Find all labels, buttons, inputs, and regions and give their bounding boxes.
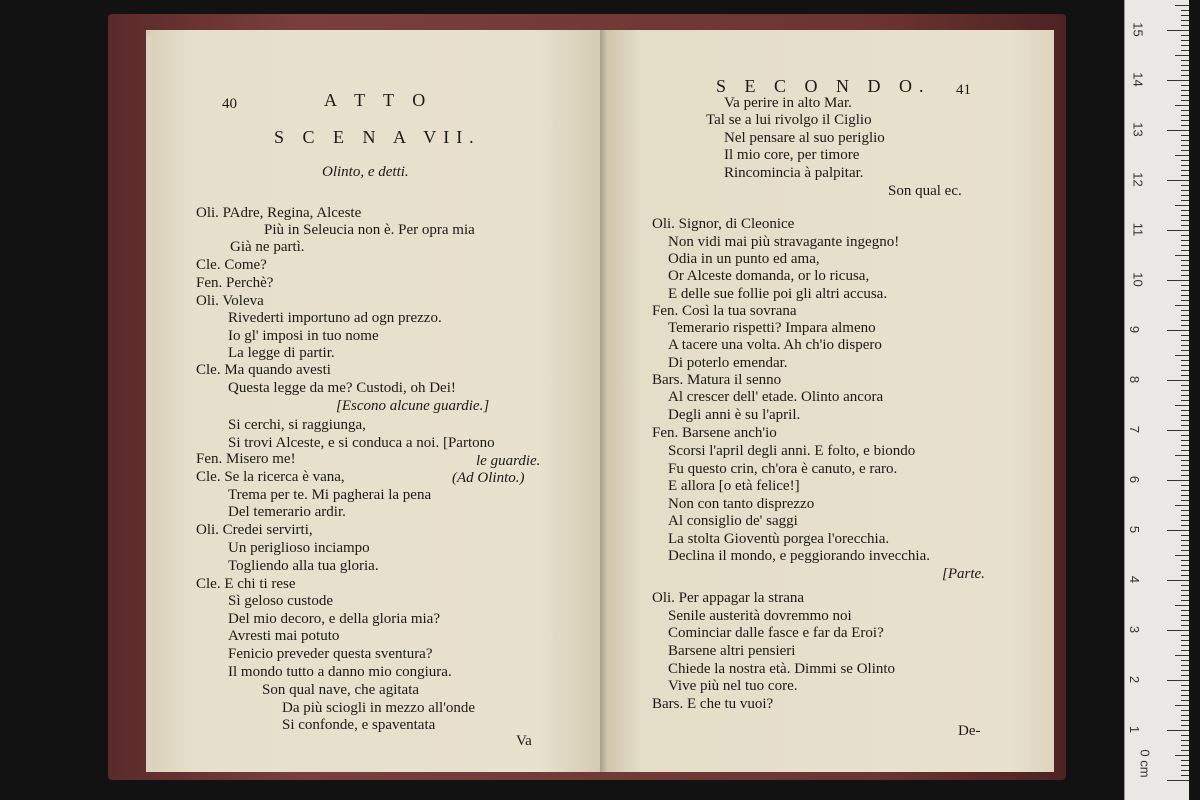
ruler-tick: [1181, 20, 1189, 21]
right-page-text-line: Fu questo crin, ch'ora è canuto, e raro.: [668, 461, 898, 477]
ruler-tick: [1181, 400, 1189, 401]
ruler-tick: [1181, 750, 1189, 751]
ruler-tick: [1181, 690, 1189, 691]
ruler-number: 6: [1127, 475, 1143, 484]
left-running-head: A T T O: [324, 90, 433, 110]
right-page-text-line: Temerario rispetti? Impara almeno: [668, 320, 876, 336]
left-page-text-line: Cle. Ma quando avesti: [196, 362, 331, 378]
ruler-tick: [1181, 100, 1189, 101]
left-page-text-line: Fen. Misero me!: [196, 451, 296, 467]
ruler-number: 14: [1130, 72, 1146, 87]
ruler-tick: [1181, 485, 1189, 486]
right-page-text-line: Scorsi l'april degli anni. E folto, e biondo: [668, 443, 916, 459]
ruler-tick: [1181, 70, 1189, 71]
ruler-tick: [1175, 755, 1189, 756]
ruler-tick: [1181, 345, 1189, 346]
ruler-tick: [1181, 570, 1189, 571]
ruler-tick: [1181, 240, 1189, 241]
right-page-text-line: Son qual ec.: [888, 183, 962, 199]
ruler-tick: [1175, 555, 1189, 556]
right-page-text-line: Di poterlo emendar.: [668, 355, 788, 371]
left-page: [146, 30, 606, 772]
ruler-tick: [1181, 490, 1189, 491]
ruler-tick: [1181, 185, 1189, 186]
ruler-tick: [1181, 665, 1189, 666]
ruler-tick: [1181, 125, 1189, 126]
ruler-tick: [1181, 85, 1189, 86]
ruler-number: 12: [1130, 172, 1146, 187]
ruler-tick: [1181, 245, 1189, 246]
left-page-text-line: Cle. Se la ricerca è vana,: [196, 469, 345, 485]
ruler-tick: [1181, 65, 1189, 66]
ruler-tick: [1181, 135, 1189, 136]
ruler-tick: [1181, 385, 1189, 386]
ruler-tick: [1181, 695, 1189, 696]
ruler-number: 8: [1127, 375, 1143, 384]
scene-characters: Olinto, e detti.: [322, 164, 409, 180]
right-page-text-line: Non con tanto disprezzo: [668, 496, 815, 512]
right-page-text-line: Oli. Signor, di Cleonice: [652, 216, 795, 232]
ruler-tick: [1167, 380, 1189, 381]
left-page-text-line: Oli. Credei servirti,: [196, 522, 313, 538]
ruler-tick: [1181, 660, 1189, 661]
ruler-tick: [1181, 95, 1189, 96]
ruler-tick: [1181, 215, 1189, 216]
left-page-text-line: Già ne partì.: [230, 239, 305, 255]
left-page-text-line: Va: [516, 733, 532, 749]
right-page-text-line: Non vidi mai più stravagante ingegno!: [668, 234, 900, 250]
ruler-tick: [1167, 80, 1189, 81]
ruler-tick: [1181, 250, 1189, 251]
ruler-tick: [1181, 540, 1189, 541]
ruler-tick: [1175, 255, 1189, 256]
ruler-tick: [1181, 645, 1189, 646]
right-page-text-line: Fen. Così la tua sovrana: [652, 303, 797, 319]
ruler-tick: [1181, 320, 1189, 321]
ruler-tick: [1181, 425, 1189, 426]
ruler-tick: [1175, 305, 1189, 306]
ruler-tick: [1181, 525, 1189, 526]
ruler-tick: [1181, 90, 1189, 91]
ruler-tick: [1181, 265, 1189, 266]
ruler-tick: [1175, 5, 1189, 6]
ruler-tick: [1181, 365, 1189, 366]
right-page-text-line: Bars. Matura il senno: [652, 372, 782, 388]
left-page-text-line: Si trovi Alceste, e si conduca a noi. [Partono: [228, 435, 495, 451]
ruler-tick: [1181, 725, 1189, 726]
ruler-tick: [1181, 360, 1189, 361]
ruler-number: 10: [1130, 272, 1146, 287]
ruler-tick: [1181, 45, 1189, 46]
ruler-tick: [1181, 765, 1189, 766]
right-page: [606, 30, 1054, 772]
ruler-tick: [1167, 480, 1189, 481]
ruler-tick: [1181, 620, 1189, 621]
scene-title: S C E N A VII.: [274, 127, 481, 147]
ruler-tick: [1181, 140, 1189, 141]
left-page-text-line: Oli. Voleva: [196, 293, 264, 309]
ruler-tick: [1175, 405, 1189, 406]
right-page-text-line: Nel pensare al suo periglio: [724, 130, 885, 146]
ruler-tick: [1181, 210, 1189, 211]
right-page-text-line: Odia in un punto ed ama,: [668, 251, 820, 267]
left-page-text-line: le guardie.: [476, 453, 541, 469]
left-page-text-line: La legge di partir.: [228, 345, 335, 361]
left-page-text-line: Questa legge da me? Custodi, oh Dei!: [228, 380, 456, 396]
ruler-number: 13: [1130, 122, 1146, 137]
ruler-tick: [1181, 595, 1189, 596]
ruler-tick: [1181, 710, 1189, 711]
left-page-text-line: Cle. E chi ti rese: [196, 576, 296, 592]
ruler-unit-label: 0 cm: [1137, 749, 1153, 778]
ruler-tick: [1181, 190, 1189, 191]
ruler-tick: [1167, 30, 1189, 31]
ruler-tick: [1181, 235, 1189, 236]
ruler-tick: [1181, 515, 1189, 516]
ruler-tick: [1181, 160, 1189, 161]
ruler-tick: [1181, 635, 1189, 636]
right-page-text-line: Oli. Per appagar la strana: [652, 590, 805, 606]
right-page-text-line: E allora [o età felice!]: [668, 478, 800, 494]
ruler-tick: [1167, 780, 1189, 781]
ruler-number: 7: [1127, 425, 1143, 434]
ruler-number: 2: [1127, 675, 1143, 684]
ruler-tick: [1181, 520, 1189, 521]
right-page-text-line: Rincomincia à palpitar.: [724, 165, 864, 181]
right-page-text-line: Cominciar dalle fasce e far da Eroi?: [668, 625, 884, 641]
ruler-tick: [1181, 370, 1189, 371]
ruler-tick: [1181, 415, 1189, 416]
ruler-tick: [1181, 25, 1189, 26]
left-page-text-line: Un periglioso inciampo: [228, 540, 370, 556]
ruler-tick: [1181, 50, 1189, 51]
ruler-tick: [1181, 545, 1189, 546]
ruler-tick: [1181, 10, 1189, 11]
ruler-tick: [1175, 205, 1189, 206]
right-page-text-line: E delle sue follie poi gli altri accusa.: [668, 286, 888, 302]
left-page-text-line: Si confonde, e spaventata: [282, 717, 436, 733]
ruler-tick: [1181, 75, 1189, 76]
ruler-tick: [1181, 340, 1189, 341]
ruler-tick: [1181, 310, 1189, 311]
ruler-tick: [1181, 390, 1189, 391]
ruler-tick: [1181, 760, 1189, 761]
ruler-tick: [1181, 685, 1189, 686]
left-page-text-line: Avresti mai potuto: [228, 628, 340, 644]
ruler-tick: [1175, 455, 1189, 456]
ruler-tick: [1181, 435, 1189, 436]
left-page-text-line: Togliendo alla tua gloria.: [228, 558, 379, 574]
ruler-tick: [1181, 335, 1189, 336]
left-page-text-line: (Ad Olinto.): [452, 470, 525, 486]
right-page-text-line: Senile austerità dovremmo noi: [668, 608, 852, 624]
left-page-text-line: [Escono alcune guardie.]: [336, 398, 490, 414]
right-page-number: 41: [956, 82, 971, 98]
ruler-tick: [1181, 120, 1189, 121]
ruler-tick: [1167, 730, 1189, 731]
ruler-tick: [1181, 275, 1189, 276]
left-page-text-line: Del temerario ardir.: [228, 504, 346, 520]
ruler-tick: [1181, 700, 1189, 701]
ruler-tick: [1181, 225, 1189, 226]
left-page-text-line: Del mio decoro, e della gloria mia?: [228, 611, 440, 627]
ruler-tick: [1181, 200, 1189, 201]
right-page-text-line: La stolta Gioventù porgea l'orecchia.: [668, 531, 890, 547]
right-page-text-line: Il mio core, per timore: [724, 147, 860, 163]
ruler-tick: [1167, 130, 1189, 131]
ruler-tick: [1181, 395, 1189, 396]
ruler-tick: [1181, 450, 1189, 451]
ruler-tick: [1181, 220, 1189, 221]
ruler-number: 9: [1127, 325, 1143, 334]
ruler-tick: [1181, 475, 1189, 476]
ruler-tick: [1181, 350, 1189, 351]
ruler-tick: [1181, 720, 1189, 721]
right-page-text-line: Bars. E che tu vuoi?: [652, 696, 774, 712]
ruler-tick: [1181, 565, 1189, 566]
ruler-tick: [1181, 195, 1189, 196]
right-page-text-line: Degli anni è su l'april.: [668, 407, 801, 423]
ruler-tick: [1181, 770, 1189, 771]
ruler-tick: [1181, 170, 1189, 171]
ruler-tick: [1167, 580, 1189, 581]
ruler-tick: [1181, 270, 1189, 271]
left-page-text-line: Più in Seleucia non è. Per opra mia: [264, 222, 475, 238]
ruler-tick: [1181, 445, 1189, 446]
ruler-tick: [1181, 650, 1189, 651]
left-page-text-line: Sì geloso custode: [228, 593, 333, 609]
left-page-text-line: Cle. Come?: [196, 257, 267, 273]
left-page-text-line: Son qual nave, che agitata: [262, 682, 420, 698]
ruler-tick: [1181, 60, 1189, 61]
right-page-text-line: Or Alceste domanda, or lo ricusa,: [668, 268, 870, 284]
ruler-tick: [1181, 535, 1189, 536]
ruler-tick: [1181, 145, 1189, 146]
ruler-tick: [1167, 430, 1189, 431]
ruler-tick: [1181, 285, 1189, 286]
ruler-tick: [1181, 470, 1189, 471]
ruler-tick: [1181, 290, 1189, 291]
ruler-tick: [1181, 315, 1189, 316]
ruler-tick: [1181, 670, 1189, 671]
ruler-tick: [1181, 150, 1189, 151]
right-page-text-line: De-: [958, 723, 981, 739]
ruler-tick: [1175, 155, 1189, 156]
ruler-number: 1: [1127, 725, 1143, 734]
ruler-tick: [1167, 530, 1189, 531]
left-page-text-line: Oli. PAdre, Regina, Alceste: [196, 205, 362, 221]
ruler-tick: [1175, 605, 1189, 606]
right-page-text-line: Va perire in alto Mar.: [724, 95, 852, 111]
right-page-text-line: Declina il mondo, e peggiorando invecchia.: [668, 548, 930, 564]
measuring-ruler: [1124, 0, 1189, 800]
ruler-tick: [1181, 465, 1189, 466]
ruler-tick: [1181, 575, 1189, 576]
ruler-tick: [1181, 495, 1189, 496]
ruler-tick: [1181, 300, 1189, 301]
ruler-tick: [1181, 165, 1189, 166]
ruler-tick: [1175, 655, 1189, 656]
ruler-tick: [1175, 355, 1189, 356]
ruler-tick: [1167, 280, 1189, 281]
ruler-tick: [1181, 40, 1189, 41]
ruler-tick: [1181, 625, 1189, 626]
right-page-text-line: Tal se a lui rivolgo il Ciglio: [706, 112, 872, 128]
left-page-text-line: Da più sciogli in mezzo all'onde: [282, 700, 476, 716]
ruler-tick: [1181, 600, 1189, 601]
left-page-text-line: Trema per te. Mi pagherai la pena: [228, 487, 432, 503]
ruler-tick: [1175, 705, 1189, 706]
right-running-head: S E C O N D O.: [716, 76, 931, 96]
ruler-number: 3: [1127, 625, 1143, 634]
right-page-text-line: Chiede la nostra età. Dimmi se Olinto: [668, 661, 896, 677]
ruler-number: 4: [1127, 575, 1143, 584]
ruler-tick: [1167, 630, 1189, 631]
left-page-text-line: Si cerchi, si raggiunga,: [228, 417, 366, 433]
ruler-tick: [1181, 420, 1189, 421]
ruler-tick: [1181, 410, 1189, 411]
ruler-tick: [1167, 230, 1189, 231]
right-page-text-line: Barsene altri pensieri: [668, 643, 796, 659]
left-page-text-line: Il mondo tutto a danno mio congiura.: [228, 664, 452, 680]
ruler-tick: [1181, 585, 1189, 586]
ruler-tick: [1181, 615, 1189, 616]
ruler-tick: [1181, 715, 1189, 716]
left-page-text-line: Io gl' imposi in tuo nome: [228, 328, 379, 344]
ruler-tick: [1181, 775, 1189, 776]
ruler-tick: [1175, 55, 1189, 56]
right-page-text-line: Fen. Barsene anch'io: [652, 425, 777, 441]
ruler-tick: [1181, 460, 1189, 461]
ruler-tick: [1181, 745, 1189, 746]
right-page-text-line: A tacere una volta. Ah ch'io dispero: [668, 337, 882, 353]
right-page-text-line: Al crescer dell' etade. Olinto ancora: [668, 389, 884, 405]
left-page-text-line: Fen. Perchè?: [196, 275, 274, 291]
ruler-tick: [1181, 500, 1189, 501]
right-page-text-line: Vive più nel tuo core.: [668, 678, 798, 694]
ruler-tick: [1181, 640, 1189, 641]
left-page-number: 40: [222, 96, 237, 112]
ruler-tick: [1167, 680, 1189, 681]
ruler-tick: [1181, 15, 1189, 16]
ruler-tick: [1167, 180, 1189, 181]
right-page-text-line: Al consiglio de' saggi: [668, 513, 798, 529]
ruler-tick: [1181, 550, 1189, 551]
ruler-tick: [1181, 260, 1189, 261]
ruler-number: 11: [1130, 222, 1146, 237]
ruler-tick: [1181, 175, 1189, 176]
ruler-tick: [1181, 110, 1189, 111]
ruler-number: 15: [1130, 22, 1146, 37]
ruler-tick: [1175, 105, 1189, 106]
ruler-tick: [1181, 325, 1189, 326]
ruler-tick: [1181, 35, 1189, 36]
ruler-tick: [1181, 675, 1189, 676]
left-page-text-line: Fenicio preveder questa sventura?: [228, 646, 433, 662]
ruler-tick: [1181, 115, 1189, 116]
ruler-tick: [1175, 505, 1189, 506]
ruler-tick: [1181, 510, 1189, 511]
ruler-tick: [1181, 440, 1189, 441]
ruler-number: 5: [1127, 525, 1143, 534]
ruler-tick: [1181, 375, 1189, 376]
ruler-tick: [1181, 610, 1189, 611]
ruler-tick: [1167, 330, 1189, 331]
ruler-tick: [1181, 590, 1189, 591]
left-page-text-line: Rivederti importuno ad ogn prezzo.: [228, 310, 442, 326]
ruler-tick: [1181, 735, 1189, 736]
ruler-tick: [1181, 740, 1189, 741]
ruler-tick: [1181, 560, 1189, 561]
ruler-tick: [1181, 295, 1189, 296]
right-page-text-line: [Parte.: [942, 566, 985, 582]
